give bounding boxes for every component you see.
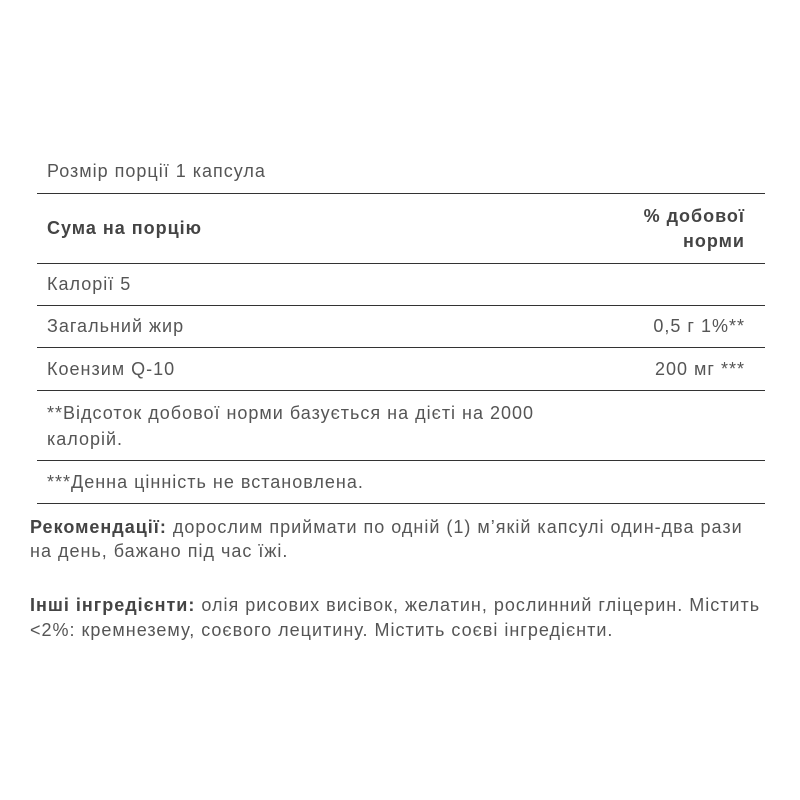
daily-value-note-row (37, 461, 765, 504)
other-ingredients-paragraph (30, 593, 775, 643)
table-header-row (37, 194, 765, 264)
calories-row (37, 264, 765, 306)
dv-footnote-row (37, 391, 765, 461)
nutrient-row-total-fat (37, 306, 765, 348)
daily-value-note: ***Денна цінність не встановлена. (47, 471, 364, 492)
serving-size: Розмір порції 1 капсула (47, 161, 266, 181)
nutrient-amount: 0,5 г 1%** (653, 316, 745, 336)
nutrient-amount: 200 мг *** (655, 358, 745, 379)
dv-footnote (47, 400, 534, 452)
other-ingredients-label: Інші інгредієнти: (30, 595, 196, 615)
recommendations-text-line-2: на день, бажано під час їжі. (30, 541, 289, 561)
daily-value-header: % добової норми (643, 205, 745, 251)
other-ingredients-text-line-1: олія рисових висівок, желатин, рослинний гліцерин. Містить (201, 595, 761, 615)
recommendations-text-line-1: дорослим приймати по одній (1) м’якій капсулі один-два рази (172, 517, 743, 537)
recommendations-paragraph (30, 515, 775, 563)
nutrient-name: Загальний жир (47, 316, 185, 336)
nutrient-row-coenzyme-q10 (37, 348, 765, 391)
dv-footnote-line-2: калорій. (47, 428, 124, 449)
other-ingredients-text-line-2: <2%: кремнезему, соєвого лецитину. Містить соєві інгредієнти. (30, 620, 614, 640)
supplement-facts-table (37, 150, 765, 504)
dv-footnote-line-1: **Відсоток добової норми базується на дієті на 2000 (47, 402, 535, 423)
calories: Калорії 5 (47, 274, 132, 294)
serving-size-row (37, 150, 765, 194)
nutrient-name: Коензим Q-10 (47, 358, 176, 379)
recommendations-label: Рекомендації: (30, 517, 167, 537)
amount-per-serving-header: Сума на порцію (47, 218, 203, 238)
